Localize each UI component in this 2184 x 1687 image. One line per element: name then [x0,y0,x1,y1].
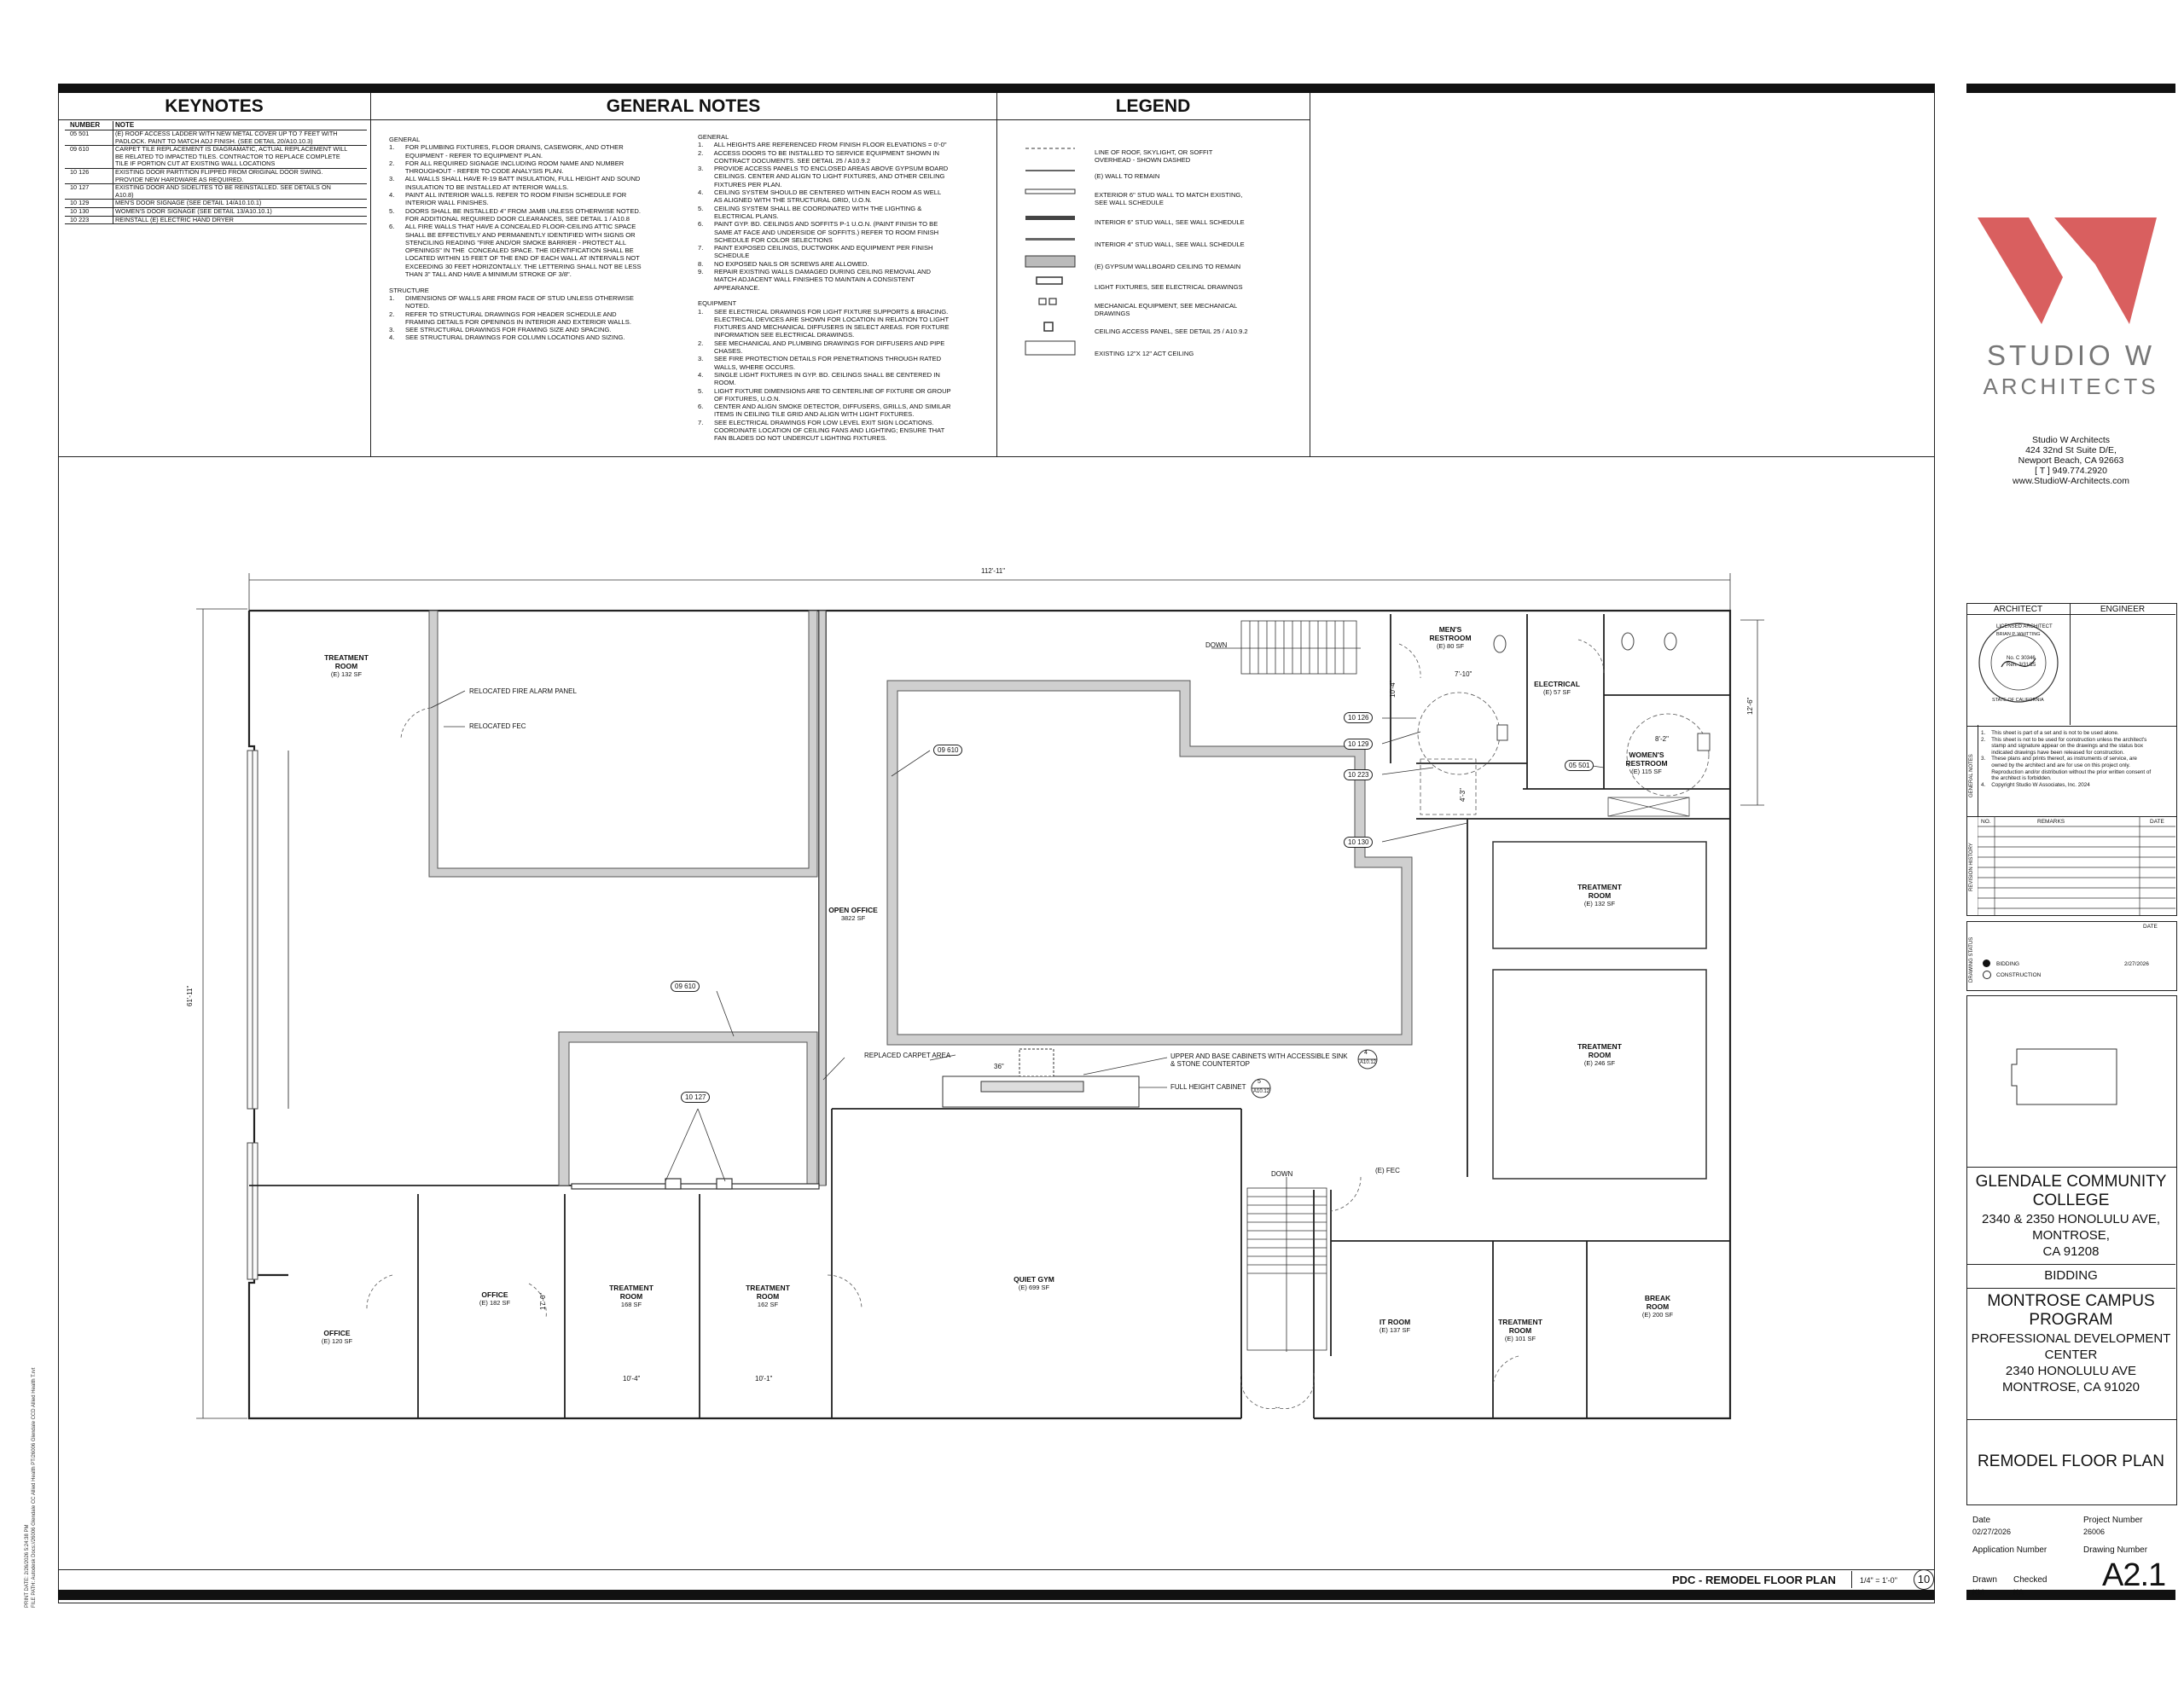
sheet-name: REMODEL FLOOR PLAN [1978,1452,2164,1470]
keynote-note-line: EXISTING DOOR PARTITION FLIPPED FROM ORIGINAL DOOR SWING. [115,167,323,176]
tb-general-notes-label: GENERAL NOTES [1969,754,1974,797]
keynote-tag-10223[interactable]: 10 223 [1344,769,1373,780]
address-line: Newport Beach, CA 92663 [2018,455,2124,466]
keynote-note-line: A10.8) [115,190,134,199]
general-note-line: NOTED. [389,302,430,310]
seal-text-renewal: Ren. 3/31/25 [2007,663,2036,668]
tb-note-line: 3. These plans and prints thereof, as instruments of service, are [1981,756,2137,762]
project-name-1: MONTROSE CAMPUS [1987,1292,2155,1310]
tb-note-line: Reproduction and/or distribution without the prior written consent of [1981,768,2152,775]
keynote-note-line: CARPET TILE REPLACEMENT IS DIAGRAMATIC, ACTUAL REPLACEMENT WILL [115,145,348,154]
full-height-cabinet-label: FULL HEIGHT CABINET [1170,1083,1246,1091]
keynote-tag-10129[interactable]: 10 129 [1344,739,1373,750]
dim-right-label: 12'-6" [1746,697,1754,715]
date-label: Date [1972,1516,1991,1525]
tb-note-line: 4. Copyright Studio W Associates, Inc. 2024 [1981,781,2090,788]
view-detail-number: 10 [1914,1569,1934,1590]
project-sub-2: CENTER [2044,1348,2098,1362]
keynote-number: 05 501 [65,130,113,145]
legend-item-line: EXTERIOR 6" STUD WALL TO MATCH EXISTING, [1095,191,1243,199]
legend-item-line: MECHANICAL EQUIPMENT, SEE MECHANICAL [1095,302,1238,310]
leaders [431,691,1604,1181]
legend-item-line: (E) WALL TO REMAIN [1095,172,1160,180]
door-swings [367,640,1604,1409]
client-address-2: MONTROSE, [2032,1228,2110,1243]
phase-rule-bottom [1966,1288,2175,1289]
architect-label: ARCHITECT [1993,605,2043,614]
titleblock-top-rule [1966,84,2175,93]
seal-text-licensed: LICENSED ARCHITECT [1996,624,2053,629]
dim-womens: 8'-2" [1655,735,1669,743]
keynote-tag-05501[interactable]: 05 501 [1565,760,1594,771]
keynote-note-line: PROVIDE NEW HARDWARE AS REQUIRED. [115,175,244,183]
project-number-label: Project Number [2083,1516,2143,1525]
tb-note-line: 1. This sheet is part of a set and is not to be used alone. [1981,730,2119,736]
keynote-tag-10127[interactable]: 10 127 [681,1092,710,1103]
keynote-tag-10126[interactable]: 10 126 [1344,712,1373,723]
tb-note-line: owned by the architect and are for use on this project only. [1981,762,2130,768]
general-note-line: 8. NO EXPOSED NAILS OR SCREWS ARE ALLOWED. [698,259,869,268]
room-womens-restroom[interactable]: WOMEN'S RESTROOM (E) 115 SF [1625,751,1668,775]
room-office-left[interactable]: OFFICE (E) 120 SF [321,1329,353,1345]
dim-left-label: 61'-11" [186,985,194,1006]
client-name-2: COLLEGE [2032,1191,2110,1209]
legend-item-line: SEE WALL SCHEDULE [1095,199,1164,206]
tb-note-line: the architect is forbidden. [1981,775,2052,782]
tb-note-line: stamp and signature appear on the drawings and the status box [1981,743,2144,750]
general-note-line: INTERIOR WALL FINISHES. [389,199,489,207]
dim-cabinet: 36" [994,1063,1004,1070]
general-note-line: EQUIPMENT [698,299,737,308]
legend-title: LEGEND [1115,96,1191,116]
dim-top-label: 112'-11" [981,567,1006,575]
status-bidding-label: BIDDING [1996,961,2020,967]
general-note-line: 2. FOR ALL REQUIRED SIGNAGE INCLUDING ROOM NAME AND NUMBER [389,159,624,167]
general-note-line: FIXTURES AND MECHANICAL DIFFUSERS IN SELECT AREAS. FOR FIXTURE [698,323,950,332]
general-note-line: 1. FOR PLUMBING FIXTURES, FLOOR DRAINS, CASEWORK, AND OTHER [389,143,624,152]
general-note-line: STENCILING READING "FIRE AND/OR SMOKE BARRIER - PROTECT ALL [389,238,627,246]
general-notes-title: GENERAL NOTES [606,96,761,116]
general-note-line: EXCEEDING 30 FEET HORIZONTALLY. THE LETTERING SHALL NOT BE LESS [389,262,642,270]
address-line: [ T ] 949.774.2920 [2035,466,2107,476]
keynote-number: 10 130 [65,208,113,216]
dim-room-right: 10'-1" [755,1375,773,1383]
general-note-line: CONTRACT DOCUMENTS. SEE DETAIL 25 / A10.9.2 [698,156,870,165]
status-label: DRAWING STATUS [1969,936,1974,983]
general-note-line: 3. SEE STRUCTURAL DRAWINGS FOR FRAMING SIZE AND SPACING. [389,326,612,334]
keynote-note-line: WOMEN'S DOOR SIGNAGE (SEE DETAIL 13/A10.10.1) [115,206,272,215]
general-note-line: 4. SEE STRUCTURAL DRAWINGS FOR COLUMN LOCATIONS AND SIZING. [389,333,625,342]
checked-value: KA [2013,1588,2024,1597]
revision-col-remarks: REMARKS [2037,819,2065,825]
keynote-note-line: MEN'S DOOR SIGNAGE (SEE DETAIL 14/A10.10.1) [115,199,262,207]
keynote-col-note: NOTE [115,121,135,129]
firm-address [1971,435,2171,486]
key-plan [2010,1047,2121,1107]
carpet-replacement-zones [429,611,1412,1186]
stairs-top [1211,621,1361,674]
address-line: 424 32nd St Suite D/E, [2025,445,2117,455]
cabinets [943,1049,1139,1107]
sheet-number: A2.1 [2102,1557,2166,1593]
general-note-line: 5. LIGHT FIXTURE DIMENSIONS ARE TO CENTERLINE OF FIXTURE OR GROUP [698,386,951,395]
drawn-label: Drawn [1972,1575,1997,1585]
room-it[interactable]: IT ROOM (E) 137 SF [1379,1318,1411,1334]
general-note-line: SCHEDULE FOR COLOR SELECTIONS [698,235,833,244]
legend-item-line: LIGHT FIXTURES, SEE ELECTRICAL DRAWINGS [1095,283,1243,291]
keynote-number: 10 223 [65,217,113,224]
glass-entry-partition [572,1179,819,1189]
room-treatment-tl[interactable]: TREATMENT ROOM (E) 132 SF [324,653,369,678]
relocated-fec-label: RELOCATED FEC [469,722,526,730]
stair-down-label-bottom: DOWN [1271,1170,1293,1178]
room-treatment-r2[interactable]: TREATMENT ROOM (E) 246 SF [1577,1042,1622,1067]
project-sub-4: MONTROSE, CA 91020 [2002,1380,2140,1394]
status-bidding-date: 2/27/2026 [2124,961,2149,967]
room-treatment-r1[interactable]: TREATMENT ROOM (E) 132 SF [1577,883,1622,907]
legend-item-line: LINE OF ROOF, SKYLIGHT, OR SOFFIT [1095,148,1213,156]
keynote-number: 10 127 [65,184,113,199]
room-open-office[interactable]: OPEN OFFICE 3822 SF [828,906,878,922]
legend-item-line: CEILING ACCESS PANEL, SEE DETAIL 25 / A10.9.2 [1095,328,1248,335]
fire-extinguisher-label: (E) FEC [1375,1167,1400,1174]
stamp-box-divider [2070,603,2071,725]
general-note-line: FIXTURES PER PLAN. [698,180,782,188]
footer-rule [58,1569,1935,1570]
general-note-line: 4. PAINT ALL INTERIOR WALLS. REFER TO ROOM FINISH SCHEDULE FOR [389,191,627,200]
general-note-line: ITEMS IN CEILING TILE GRID AND ALIGN WITH LIGHT FIXTURES. [698,410,915,419]
status-box [1966,921,2177,991]
general-note-line: 6. CENTER AND ALIGN SMOKE DETECTOR, DIFFUSERS, GRILLS, AND SIMILAR [698,403,951,411]
general-note-line: 4. CEILING SYSTEM SHOULD BE CENTERED WITHIN EACH ROOM AS WELL [698,188,942,197]
keynote-tag-10130[interactable]: 10 130 [1344,837,1373,848]
stairs-bottom [1247,1177,1327,1352]
room-office-mid[interactable]: OFFICE (E) 182 SF [479,1290,511,1307]
general-note-line: 6. PAINT GYP. BD. CEILINGS AND SOFFITS P-1 U.O.N. (PAINT FINISH TO BE [698,220,938,229]
keynote-number: 10 129 [65,200,113,207]
tb-note-line: 2. This sheet is not to be used for construction unless the architect's [1981,736,2147,743]
keynote-note-line: PADLOCK. PAINT TO MATCH ADJ FINISH. (SEE DETAIL 20/A10.10.3) [115,136,313,145]
general-note-line: THROUGHOUT - REFER TO CODE ANALYSIS PLAN. [389,167,564,176]
address-line: Studio W Architects [2031,435,2111,445]
room-mens-restroom[interactable]: MEN'S RESTROOM (E) 80 SF [1429,625,1472,650]
studio-w-logo-mark [1978,217,2165,324]
project-number-value: 26006 [2083,1528,2106,1536]
legend-item-line: EXISTING 12"X 12" ACT CEILING [1095,350,1194,357]
general-note-line: OPENINGS" IN THE CONCEALED SPACE. THE IDENTIFICATION SHALL BE [389,246,634,255]
logo-stroke-left [1978,217,2063,324]
keynote-note-line: TILE IF PORTION CUT AT EXISTING WALL LOCATIONS [115,159,276,168]
room-treatment-b3[interactable]: TREATMENT ROOM (E) 101 SF [1498,1318,1542,1342]
general-note-line: 7. SEE ELECTRICAL DRAWINGS FOR LOW LEVEL EXIT SIGN LOCATIONS. [698,418,934,426]
keynote-note-line: BE RELATED TO IMPACTED TILES. CONTRACTOR TO REPLACE COMPLETE [115,152,340,160]
detail-5-sheet: A10.12 [1253,1089,1270,1094]
general-note-line: 1. DIMENSIONS OF WALLS ARE FROM FACE OF STUD UNLESS OTHERWISE [389,293,634,302]
room-treatment-b2[interactable]: TREATMENT ROOM 162 SF [746,1284,790,1308]
detail-4-sheet: A10.12 [1360,1060,1377,1065]
revision-col-no: NO. [1981,819,1991,825]
room-quiet-gym[interactable]: QUIET GYM (E) 699 SF [1014,1275,1054,1291]
general-note-line: 2. ACCESS DOORS TO BE INSTALLED TO SERVICE EQUIPMENT SHOWN IN [698,148,940,157]
room-break[interactable]: BREAK ROOM (E) 200 SF [1641,1294,1674,1319]
keynote-col-number: NUMBER [65,121,113,130]
general-note-line: 1. ALL HEIGHTS ARE REFERENCED FROM FINISH FLOOR ELEVATIONS = 0'-0" [698,141,947,149]
general-note-line: GENERAL [698,133,729,141]
general-note-line: 4. SINGLE LIGHT FIXTURES IN GYP. BD. CEILINGS SHALL BE CENTERED IN [698,370,940,379]
seal-text-state: STATE OF CALIFORNIA [1992,698,2044,703]
general-note-line: SCHEDULE [698,252,750,260]
legend-item-line: DRAWINGS [1095,310,1130,317]
general-note-line: EQUIPMENT - REFER TO EQUIPMENT PLAN. [389,151,543,159]
sheet-view-title: PDC - REMODEL FLOOR PLAN [1672,1574,1836,1586]
general-note-line: 3. PROVIDE ACCESS PANELS TO ENCLOSED AREAS ABOVE GYPSUM BOARD [698,165,949,173]
application-number-label: Application Number [1972,1545,2048,1555]
tb-note-line: indicated drawings have been released for construction. [1981,749,2125,756]
dim-mens-2: 7'-10" [1455,670,1472,678]
general-note-line: CHASES. [698,347,743,356]
address-line: www.StudioW-Architects.com [2013,476,2129,486]
cabinets-note-2: & STONE COUNTERTOP [1170,1060,1250,1068]
date-value: 02/27/2026 [1972,1528,2012,1536]
dim-mens: 10'-4" [1389,680,1397,698]
general-note-line: FOR ADDITIONAL REQUIRED DOOR CLEARANCES, SEE DETAIL 1 / A10.8 [389,214,630,223]
phase-rule-top [1966,1264,2175,1265]
general-note-line: THAN 3" TALL AND HAVE A MINIMUM STROKE OF 3/8". [389,270,572,279]
stamp-header-rule [1966,614,2175,615]
general-note-line: LOCATED WITHIN 15 FEET OF THE END OF EACH WALL AT INTERVALS NOT [389,254,640,263]
brand-name: STUDIO W [1987,339,2155,371]
cabinets-note-1: UPPER AND BASE CABINETS WITH ACCESSIBLE SINK [1170,1052,1348,1060]
tb-general-notes-text [1981,730,2151,788]
ceiling-x-box [1608,797,1689,816]
dim-room-left: 10'-4" [623,1375,641,1383]
general-note-line: 3. ALL WALLS SHALL HAVE R-19 BATT INSULATION, FULL HEIGHT AND SOUND [389,175,641,183]
client-address-1: 2340 & 2350 HONOLULU AVE, [1981,1212,2160,1226]
dim-corridor: 4'-3" [1459,788,1467,802]
keynote-number: 10 126 [65,169,113,183]
phase-label: BIDDING [2044,1268,2098,1283]
general-note-line: INFORMATION SEE ELECTRICAL DRAWINGS. [698,331,855,339]
general-note-line: ROOM. [698,379,736,387]
detail-4-number: 4 [1364,1050,1368,1056]
general-note-line: 6. ALL FIRE WALLS THAT HAVE A CONCEALED FLOOR-CEILING ATTIC SPACE [389,223,636,231]
general-note-line: CEILINGS. CENTER AND ALIGN TO LIGHT FIXTURES, AND OTHER CEILING [698,172,945,181]
relocated-fire-alarm-label: RELOCATED FIRE ALARM PANEL [469,687,577,695]
client-name-1: GLENDALE COMMUNITY [1975,1173,2167,1191]
general-note-line: 9. REPAIR EXISTING WALLS DAMAGED DURING CEILING REMOVAL AND [698,268,932,276]
room-treatment-b1[interactable]: TREATMENT ROOM 168 SF [609,1284,653,1308]
general-note-line: OF FIXTURES, U.O.N. [698,394,781,403]
general-note-line: 3. SEE FIRE PROTECTION DETAILS FOR PENETRATIONS THROUGH RATED [698,355,942,363]
general-note-line: INSULATION TO BE INSTALLED AT INTERIOR WALLS. [389,183,569,191]
general-note-line: AS ALIGNED WITH THE STRUCTURAL GRID, U.O.N. [698,196,872,205]
room-electrical[interactable]: ELECTRICAL (E) 57 SF [1534,680,1580,696]
drawing-number-label: Drawing Number [2083,1545,2148,1555]
keynote-note-line: (E) ROOF ACCESS LADDER WITH NEW METAL COVER UP TO 7 FEET WITH [115,130,338,137]
detail-5-number: 5 [1258,1079,1261,1085]
general-note-line: 5. DOORS SHALL BE INSTALLED 4" FROM JAMB UNLESS OTHERWISE NOTED. [389,206,641,215]
seal-text-name: BRIAN P. WHITTING [1996,632,2041,637]
keynote-tag-09610-a[interactable]: 09 610 [933,745,962,756]
general-note-line: 1. SEE ELECTRICAL DRAWINGS FOR LIGHT FIXTURE SUPPORTS & BRACING. [698,307,949,316]
general-note-line: MATCH ADJACENT WALL FINISHES TO MAINTAIN A CONSISTENT [698,275,915,284]
seal-text-number: No. C 30346 [2007,656,2036,661]
logo-stroke-right [2054,217,2157,324]
general-note-line: WALLS, WHERE OCCURS. [698,362,796,371]
general-note-line: ELECTRICAL PLANS. [698,212,779,220]
legend-item-line: OVERHEAD - SHOWN DASHED [1095,156,1191,164]
storefront-glazing [247,751,288,1279]
general-note-line: STRUCTURE [389,286,429,294]
legend-item-line: INTERIOR 4" STUD WALL, SEE WALL SCHEDULE [1095,241,1245,248]
general-note-line: 2. REFER TO STRUCTURAL DRAWINGS FOR HEADER SCHEDULE AND [389,310,617,318]
client-address-3: CA 91208 [2042,1244,2100,1259]
general-note-line: GENERAL [389,136,421,143]
engineer-label: ENGINEER [2100,605,2146,614]
general-note-line: SAME AT FACE AND UNDERSIDE OF SOFFITS.) REFER TO ROOM FINISH [698,228,939,236]
keynote-tag-09610-b[interactable]: 09 610 [671,981,700,992]
checked-label: Checked [2013,1575,2048,1585]
general-note-line: ELECTRICAL DEVICES ARE SHOWN FOR LOCATION IN RELATION TO LIGHT [698,315,950,323]
dimension-top [249,573,1730,614]
legend-item-line: INTERIOR 6" STUD WALL, SEE WALL SCHEDULE [1095,218,1245,226]
general-note-line: APPEARANCE. [698,283,760,292]
status-bidding-radio[interactable] [1983,959,1990,967]
project-sub-1: PROFESSIONAL DEVELOPMENT [1971,1331,2171,1346]
sheet-view-divider [1851,1571,1852,1588]
general-note-line: 7. PAINT EXPOSED CEILINGS, DUCTWORK AND EQUIPMENT PER FINISH [698,244,933,252]
revision-grid [1978,816,2175,915]
status-date-header: DATE [2143,924,2158,930]
legend-item-line: (E) GYPSUM WALLBOARD CEILING TO REMAIN [1095,263,1241,270]
view-scale: 1/4" = 1'-0" [1860,1576,1897,1585]
status-construction-label: CONSTRUCTION [1996,972,2042,978]
bottom-heavy-rule [58,1590,1935,1600]
general-note-line: FRAMING DETAILS FOR OPENINGS IN INTERIOR AND EXTERIOR WALLS. [389,317,631,326]
keynote-note-line: REINSTALL (E) ELECTRIC HAND DRYER [115,215,234,223]
print-info: PRINT DATE: 2/26/2026 5:24:38 PM FILE PATH: Autodesk Docs://26006 Glendale CC Allied Health PT/26006 Glendale CCD Allied Health T.rvt [25,1367,37,1608]
replaced-carpet-label: REPLACED CARPET AREA [864,1052,951,1059]
general-note-line: SHALL BE EFFECTIVELY AND PERMANENTLY IDENTIFIED WITH SIGNS OR [389,230,636,239]
project-name-2: PROGRAM [2029,1311,2113,1329]
stair-down-label-top: DOWN [1205,641,1228,649]
general-note-line: 5. CEILING SYSTEM SHALL BE COORDINATED WITH THE LIGHTING & [698,204,922,212]
dim-office-vert: 17'-0" [539,1292,547,1310]
keynotes-title: KEYNOTES [165,96,264,116]
keynote-number: 09 610 [65,146,113,168]
revision-label: REVISION HISTORY [1969,843,1974,891]
drawn-value: KM [1972,1588,1984,1597]
revision-col-date: DATE [2150,819,2164,825]
general-note-line: FAN BLADES DO NOT UNDERCUT LIGHTING FIXTURES. [698,434,887,443]
project-sub-3: 2340 HONOLULU AVE [2005,1364,2137,1378]
dimension-left [196,609,247,1418]
brand-subtitle: ARCHITECTS [1983,374,2159,399]
general-note-line: COORDINATE LOCATION OF CEILING FANS AND LIGHTING; ENSURE THAT [698,426,945,434]
general-note-line: 2. SEE MECHANICAL AND PLUMBING DRAWINGS FOR DIFFUSERS AND PIPE [698,339,945,347]
status-construction-radio[interactable] [1983,971,1991,979]
keynote-note-line: EXISTING DOOR AND SIDELITES TO BE REINSTALLED. SEE DETAILS ON [115,183,331,192]
